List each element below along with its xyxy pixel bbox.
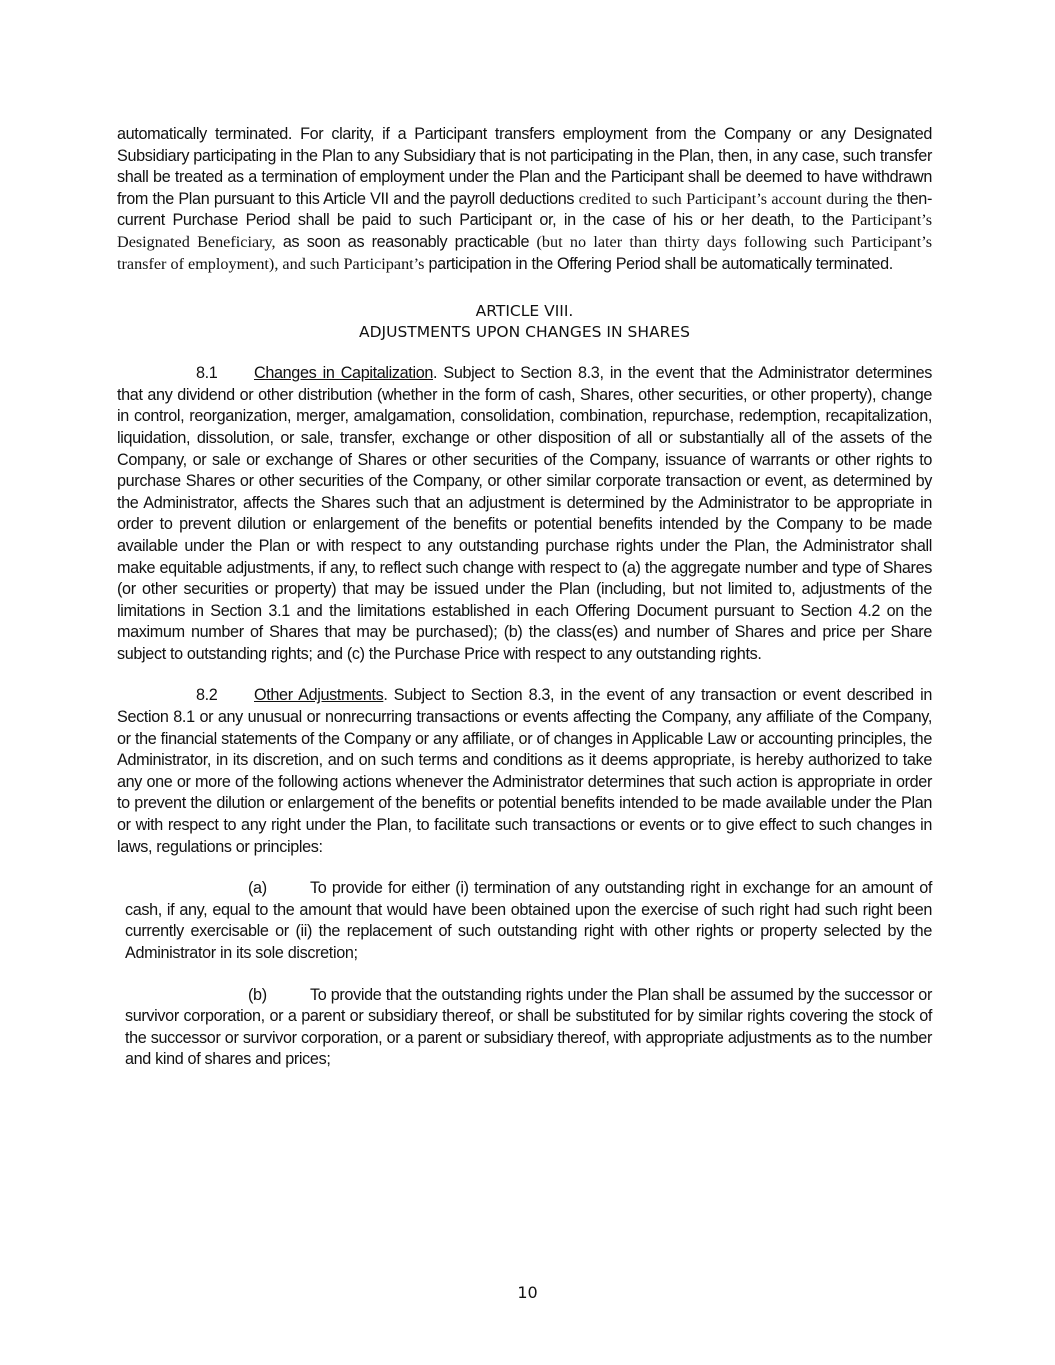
section-title: Changes in Capitalization xyxy=(254,364,434,383)
section-8-2 xyxy=(117,685,932,858)
article-title: ADJUSTMENTS UPON CHANGES IN SHARES xyxy=(358,323,690,342)
spacer xyxy=(117,665,932,685)
continuation-text-1: automatically terminated. For clarity, if a Participant transfers employment from the Company or any Designated Subsidiary participating in the Plan to any Subsidiary that is not participating in the Plan, then, in any case, such transfer shall be treated as a termination of employment under the Plan and the Participant shall be deemed to have withdrawn from the Plan pursuant to this Article VII and the payroll deductions xyxy=(117,125,932,208)
subsection-a xyxy=(125,878,932,964)
section-number: 8.1 xyxy=(196,364,218,383)
subsection-label: (b) xyxy=(248,985,267,1004)
section-body: . Subject to Section 8.3, in the event of any transaction or event described in Section 8.1 or any unusual or nonrecurring transactions or events affecting the Company, any affiliate of the Company, or the financial statements of the Company or any affiliate, or of changes in Applicable Law or accounting principles, the Administrator, in its discretion, and on such terms and conditions as it deems appropriate, is hereby authorized to take any one or more of the following actions whenever the Administrator determines that such action is appropriate in order to prevent the dilution or enlargement of the benefits or potential benefits intended to be made available under the Plan or with respect to any right under the Plan, to facilitate such transactions or events or to give effect to such changes in laws, regulations or principles: xyxy=(117,686,932,856)
section-title: Other Adjustments xyxy=(254,686,384,705)
continuation-text-3: then-current Purchase Period shall be paid to such Participant or, in the case of his or her death, to the xyxy=(117,189,932,230)
page-number: 10 xyxy=(517,1283,538,1302)
continuation-paragraph xyxy=(117,124,932,275)
section-number: 8.2 xyxy=(196,686,218,705)
continuation-text-2: credited to such Participant’s account during the xyxy=(578,189,897,208)
continuation-text-6: (but no later than thirty days following such Participant’s transfer of employment), and such Participant’s xyxy=(117,232,933,273)
spacer xyxy=(117,965,932,985)
subsection-b xyxy=(125,985,932,1071)
subsection-body: To provide that the outstanding rights under the Plan shall be assumed by the successor or survivor corporation, or a parent or subsidiary thereof, or shall be substituted for by similar rights covering the stock of the successor or survivor corporation, or a parent or subsidiary thereof, with appropriate adjustments as to the number and kind of shares and prices; xyxy=(125,985,932,1069)
article-number: ARTICLE VIII. xyxy=(475,302,574,321)
continuation-text-4: Participant’s Designated Beneficiary, xyxy=(117,211,932,251)
continuation-text-7: participation in the Offering Period shall be automatically terminated. xyxy=(428,254,893,273)
document-page xyxy=(117,124,932,1071)
subsection-body: To provide for either (i) termination of any outstanding right in exchange for an amount of cash, if any, equal to the amount that would have been obtained upon the exercise of such right had such right been currently exercisable or (ii) the replacement of such outstanding right with other rights or property selected by the Administrator in its sole discretion; xyxy=(125,879,932,962)
section-body: . Subject to Section 8.3, in the event that the Administrator determines that any dividend or other distribution (whether in the form of cash, Shares, other securities, or other property), change in control, reorganization, merger, amalgamation, consolidation, combination, repurchase, redemption, recapitalization, liquidation, dissolution, or sale, transfer, exchange or other disposition of all or substantially all of the assets of the Company, or sale or exchange of Shares or other securities of the Company, issuance of warrants or other rights to purchase Shares or other securities of the Company, or other similar corporate transaction or event, as determined by the Administrator, affects the Shares such that an adjustment is determined by the Administrator to be appropriate in order to prevent dilution or enlargement of the benefits or potential benefits intended by the Company to be made available under the Plan or with respect to any outstanding purchase rights under the Plan, the Administrator shall make equitable adjustments, if any, to reflect such change with respect to (a) the aggregate number and type of Shares (or other securities or property) that may be issued under the Plan (including, but not limited to, adjustments of the limitations in Section 3.1 and the limitations established in each Offering Document pursuant to Section 4.2 on the maximum number of Shares that may be purchased); (b) the class(es) and number of Shares and price per Share subject to outstanding rights; and (c) the Purchase Price with respect to any outstanding rights. xyxy=(117,364,933,663)
section-8-1 xyxy=(117,363,932,665)
continuation-text-5: as soon as reasonably practicable xyxy=(282,232,537,251)
spacer xyxy=(117,858,932,878)
subsection-label: (a) xyxy=(248,879,267,898)
spacer xyxy=(117,343,932,363)
